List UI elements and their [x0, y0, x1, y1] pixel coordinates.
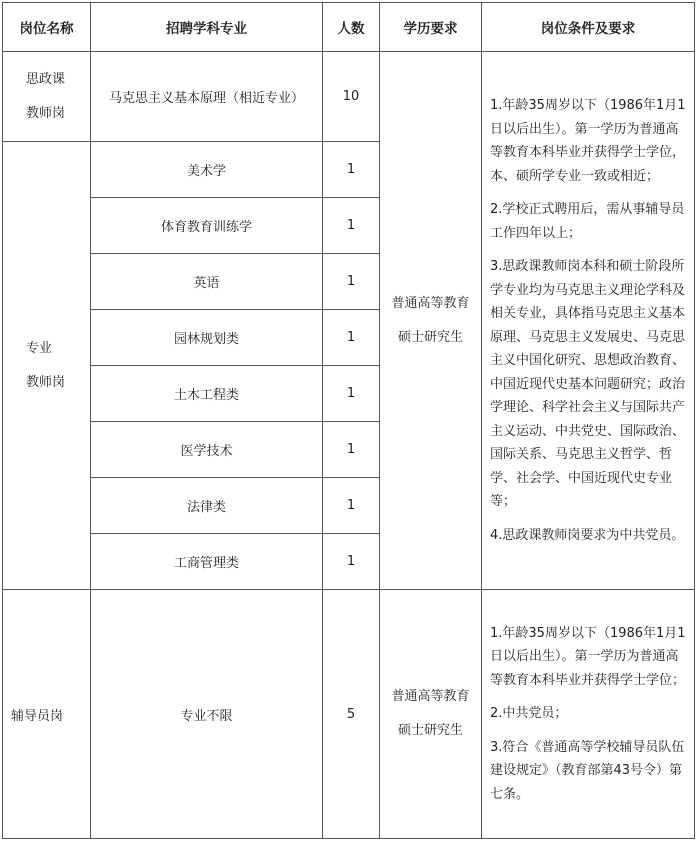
education-cell	[380, 590, 482, 839]
table-row	[3, 590, 695, 839]
count-cell: 5	[323, 590, 380, 839]
education-line: 普通高等教育	[391, 689, 470, 704]
education-line: 硕士研究生	[397, 723, 463, 738]
position-name-cell: 辅导员岗	[3, 590, 91, 839]
recruitment-table	[2, 2, 695, 839]
major-cell: 医学技术	[91, 422, 323, 478]
requirement-item: 2.中共党员；	[490, 706, 568, 722]
major-cell: 马克思主义基本原理（相近专业）	[91, 52, 323, 142]
requirements-cell	[482, 52, 695, 590]
count-cell: 1	[323, 254, 380, 310]
requirement-item: 1.年龄35周岁以下（1986年1月1日以后出生）。第一学历为普通高等教育本科毕业并获得学士学位，本、硕所学专业一致或相近；	[490, 98, 686, 184]
major-cell: 工商管理类	[91, 534, 323, 590]
count-cell: 1	[323, 310, 380, 366]
education-cell	[380, 52, 482, 590]
major-cell: 法律类	[91, 478, 323, 534]
count-cell: 1	[323, 142, 380, 198]
count-cell: 10	[323, 52, 380, 142]
position-name-line: 思政课	[26, 71, 66, 87]
major-cell: 园林规划类	[91, 310, 323, 366]
table-row	[3, 52, 695, 142]
header-requirements: 岗位条件及要求	[482, 3, 695, 52]
major-cell: 体育教育训练学	[91, 198, 323, 254]
requirement-item: 2.学校正式聘用后，需从事辅导员工作四年以上；	[490, 202, 685, 241]
requirement-item: 3.符合《普通高等学校辅导员队伍建设规定》（教育部第43号令）第七条。	[490, 739, 685, 802]
position-name-cell	[3, 142, 91, 590]
position-name-cell	[3, 52, 91, 142]
position-name-line: 专业	[26, 340, 53, 356]
count-cell: 1	[323, 366, 380, 422]
education-line: 硕士研究生	[397, 329, 463, 345]
requirement-item: 1.年龄35周岁以下（1986年1月1日以后出生）。第一学历为普通高等教育本科毕业并获得学士学位；	[490, 625, 686, 688]
position-name-line: 教师岗	[26, 374, 66, 390]
requirements-cell	[482, 590, 695, 839]
count-cell: 1	[323, 534, 380, 590]
count-cell: 1	[323, 422, 380, 478]
count-cell: 1	[323, 198, 380, 254]
header-major: 招聘学科专业	[91, 3, 323, 52]
header-row	[3, 3, 695, 52]
header-position-name: 岗位名称	[3, 3, 91, 52]
major-cell: 土木工程类	[91, 366, 323, 422]
requirement-item: 3.思政课教师岗本科和硕士阶段所学专业均为马克思主义理论学科及相关专业，具体指马克思主义基本原理、马克思主义发展史、马克思主义中国化研究、思想政治教育、中国近现代史基本问题研究；政治学理论、科学社会主义与国际共产主义运动、中共党史、国际政治、国际关系、马克思主义哲学、哲学、社会学、中国近现代史专业等；	[490, 259, 686, 509]
major-cell: 英语	[91, 254, 323, 310]
major-cell: 美术学	[91, 142, 323, 198]
major-cell: 专业不限	[91, 590, 323, 839]
position-name-line: 教师岗	[26, 105, 66, 121]
requirement-item: 4.思政课教师岗要求为中共党员。	[490, 527, 685, 543]
header-count: 人数	[323, 3, 380, 52]
education-line: 普通高等教育	[391, 295, 470, 311]
count-cell: 1	[323, 478, 380, 534]
header-education: 学历要求	[380, 3, 482, 52]
